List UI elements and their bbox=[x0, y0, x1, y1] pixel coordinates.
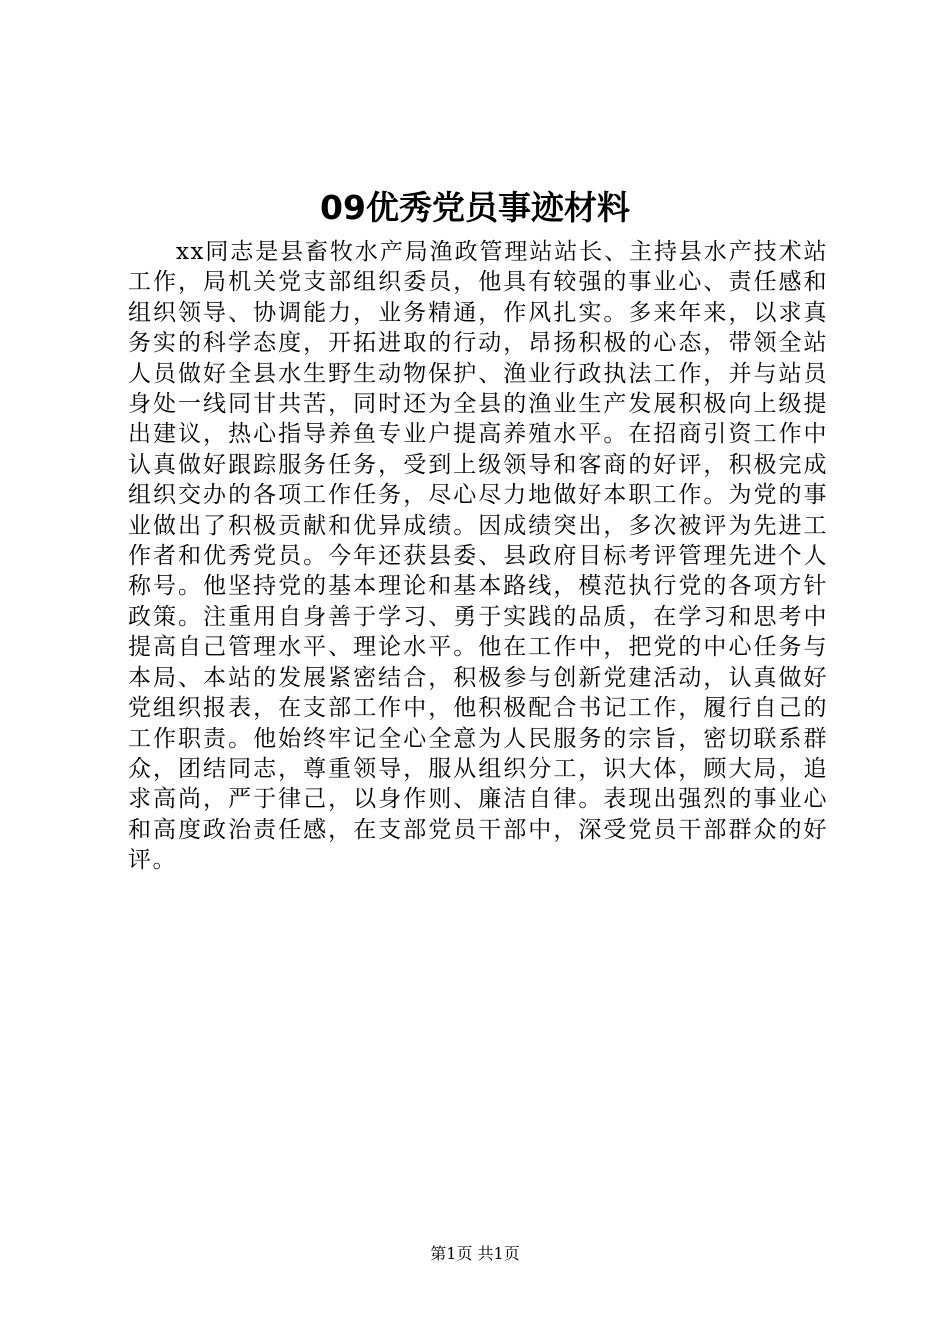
page-footer: 第1页 共1页 bbox=[430, 1244, 520, 1263]
document-title: 09优秀党员事迹材料 bbox=[320, 188, 630, 227]
document-body-paragraph: xx同志是县畜牧水产局渔政管理站站长、主持县水产技术站工作，局机关党支部组织委员，他具有较强的事业心、责任感和组织领导、协调能力，业务精通，作风扎实。多来年来，以求真务实的科学态度，开拓进取的行动，昂扬积极的心态，带领全站人员做好全县水生野生动物保护、渔业行政执法工作，并与站员身处一线同甘共苦，同时还为全县的渔业生产发展积极向上级提出建议，热心指导养鱼专业户提高养殖水平。在招商引资工作中认真做好跟踪服务任务，受到上级领导和客商的好评，积极完成组织交办的各项工作任务，尽心尽力地做好本职工作。为党的事业做出了积极贡献和优异成绩。因成绩突出，多次被评为先进工作者和优秀党员。今年还获县委、县政府目标考评管理先进个人称号。他坚持党的基本理论和基本路线，模范执行党的各项方针政策。注重用自身善于学习、勇于实践的品质，在学习和思考中提高自己管理水平、理论水平。他在工作中，把党的中心任务与本局、本站的发展紧密结合，积极参与创新党建活动，认真做好党组织报表，在支部工作中，他积极配合书记工作，履行自己的工作职责。他始终牢记全心全意为人民服务的宗旨，密切联系群众，团结同志，尊重领导，服从组织分工，识大体，顾大局，追求高尚，严于律己，以身作则、廉洁自律。表现出强烈的事业心和高度政治责任感，在支部党员干部中，深受党员干部群众的好评。 bbox=[128, 239, 828, 874]
